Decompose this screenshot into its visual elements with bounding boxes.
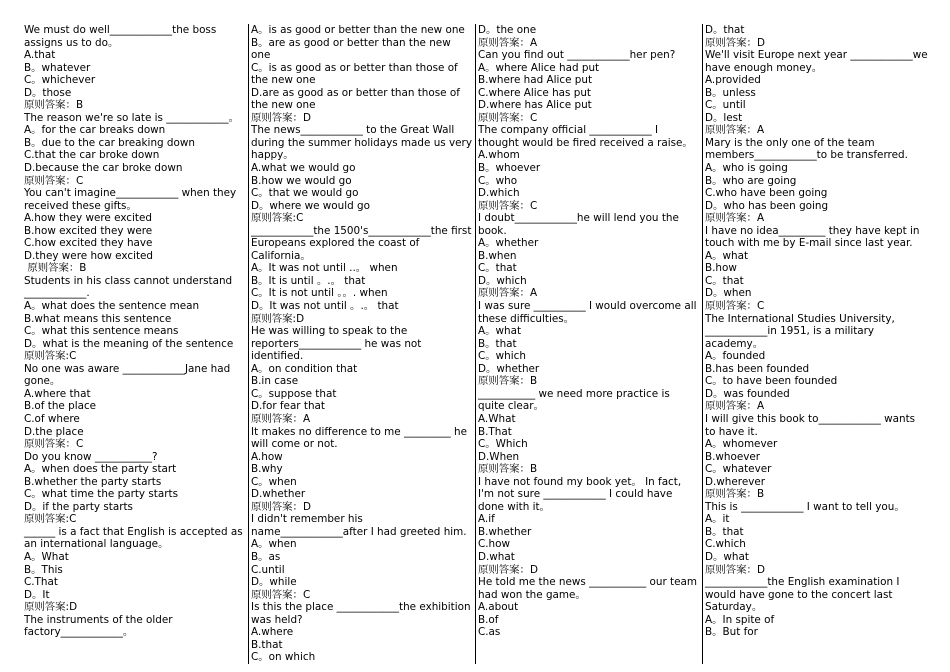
answer-line: 原则答案：A <box>705 124 765 137</box>
text-line: B。But for <box>705 626 758 639</box>
text-line: A。when does the party start <box>24 463 177 476</box>
text-line: A。whether <box>478 237 539 250</box>
text-line: B.of the place <box>24 400 97 413</box>
text-line: C。whichever <box>24 74 96 87</box>
text-line: D。which <box>478 274 527 287</box>
text-line: D.where has Alice put <box>478 99 592 112</box>
text-line: I have not found my book yet。 In fact, I'm not sure ____________ I could have done with it。 <box>478 475 685 513</box>
text-line: C。which <box>478 350 526 363</box>
text-line: Do you know ___________? <box>24 450 158 463</box>
text-line: I was sure __________ I would overcome all these difficulties。 <box>478 300 700 325</box>
text-line: A。founded <box>705 350 766 363</box>
text-line: C.which <box>705 538 746 551</box>
text-line: A。who is going <box>705 162 788 175</box>
answer-line: 原则答案：D <box>705 36 765 49</box>
text-line: C。Which <box>478 438 528 451</box>
answer-line: 原则答案：B <box>478 375 538 388</box>
text-line: C.that the car broke down <box>24 149 160 162</box>
text-line: A.What <box>478 412 516 425</box>
answer-line: 原则答案：A <box>705 212 765 225</box>
text-line: C。what this sentence means <box>24 325 179 338</box>
text-line: A。when <box>251 538 297 551</box>
text-line: D.for fear that <box>251 400 325 413</box>
text-line: A。where Alice had put <box>478 61 600 74</box>
text-line: B。whoever <box>478 162 541 175</box>
text-line: B。It is until 。.。 that <box>251 274 366 287</box>
text-line: Can you find out ____________her pen? <box>478 49 676 62</box>
text-line: A。what <box>705 249 749 262</box>
text-line: C.how <box>478 538 510 551</box>
answer-line: 原则答案：B <box>24 262 87 275</box>
answer-line: 原则答案：D <box>251 111 311 124</box>
text-line: D。where we would go <box>251 199 370 212</box>
column-divider <box>475 24 476 664</box>
answer-line: 原则答案：D <box>251 500 311 513</box>
text-line: D.wherever <box>705 475 766 488</box>
text-line: B.how <box>705 262 737 275</box>
text-column-2 <box>251 24 476 664</box>
text-line: D。It was not until 。.。 that <box>251 300 399 313</box>
text-line: C.as <box>478 626 501 639</box>
answer-line: 原则答案：A <box>478 36 538 49</box>
text-line: C。on which <box>251 651 316 664</box>
text-line: C.That <box>24 576 58 589</box>
text-line: D.they were how excited <box>24 249 154 262</box>
answer-line: 原则答案:C <box>251 212 304 225</box>
text-line: A.where <box>251 626 294 639</box>
answer-line: 原则答案：A <box>478 287 538 300</box>
answer-line: 原则答案：B <box>705 488 765 501</box>
answer-line: 原则答案：C <box>251 588 311 601</box>
text-line: C。whatever <box>705 463 772 476</box>
text-line: ______ is a fact that English is accepted as an international language。 <box>24 525 246 551</box>
text-line: No one was aware ____________Jane had gone。 <box>24 362 234 388</box>
text-line: C。when <box>251 475 297 488</box>
text-line: D.the place <box>24 425 84 438</box>
answer-line: 原则答案：C <box>478 111 538 124</box>
text-line: B。This <box>24 563 63 576</box>
text-line: The news____________ to the Great Wall during the summer holidays made us very happy。 <box>251 124 476 162</box>
text-line: I doubt____________he will lend you the book. <box>478 212 683 237</box>
answer-line: 原则答案:D <box>24 601 78 614</box>
text-line: Students in his class cannot understand ____________. <box>24 274 236 300</box>
text-line: A。In spite of <box>705 613 775 626</box>
text-line: A.whom <box>478 149 520 162</box>
text-line: A。for the car breaks down <box>24 124 166 137</box>
text-line: A。it <box>705 513 730 526</box>
text-line: I have no idea_________ they have kept in touch with me by E-mail since last year. <box>705 224 923 250</box>
text-line: C.how excited they have <box>24 237 153 250</box>
text-line: C。that <box>478 262 517 275</box>
answer-line: 原则答案：D <box>705 563 765 576</box>
text-line: A。what <box>478 325 522 338</box>
text-line: The instruments of the older factory____________。 <box>24 613 176 639</box>
text-line: We must do well____________the boss assigns us to do。 <box>24 24 220 49</box>
text-line: C。that <box>705 274 744 287</box>
text-line: D。those <box>24 86 72 99</box>
answer-line: 原则答案：C <box>478 199 538 212</box>
answer-line: 原则答案:C <box>24 513 77 526</box>
text-line: C。until <box>705 99 746 112</box>
text-line: I didn't remember his name____________after I had greeted him. <box>251 513 467 538</box>
text-line: C.who have been going <box>705 187 828 200</box>
column-divider <box>248 24 249 664</box>
text-line: A。It was not until ..。 when <box>251 262 398 275</box>
text-line: We'll visit Europe next year ____________we have enough money。 <box>705 49 931 74</box>
text-line: D。that <box>705 24 745 36</box>
text-line: ___________ we need more practice is quite clear。 <box>478 387 674 413</box>
text-line: D。if the party starts <box>24 500 133 513</box>
text-line: B.where had Alice put <box>478 74 593 87</box>
text-line: B.what means this sentence <box>24 312 172 325</box>
text-line: D.are as good as or better than those of the new one <box>251 86 464 112</box>
answer-line: 原则答案：C <box>24 438 84 451</box>
text-line: B。who are going <box>705 174 797 187</box>
text-line: B.whoever <box>705 450 761 463</box>
text-line: This is ____________ I want to tell you。 <box>705 500 905 513</box>
text-line: D。It <box>24 588 50 601</box>
text-line: C。to have been founded <box>705 375 838 388</box>
text-line: D。what is the meaning of the sentence <box>24 337 234 350</box>
text-line: B.of <box>478 613 499 626</box>
text-line: The International Studies University, ____________in 1951, is a military academy。 <box>705 312 899 350</box>
text-line: A.about <box>478 601 519 614</box>
text-line: ____________the English examination I would have gone to the concert last Saturday。 <box>705 576 903 614</box>
text-line: A.if <box>478 513 495 526</box>
answer-line: 原则答案：D <box>478 563 538 576</box>
text-line: B.whether the party starts <box>24 475 162 488</box>
text-line: B.how we would go <box>251 174 352 187</box>
text-line: D.because the car broke down <box>24 162 183 175</box>
text-line: He was willing to speak to the reporters____________ he was not identified. <box>251 325 425 363</box>
column-divider <box>702 24 703 664</box>
answer-line: 原则答案：C <box>705 300 765 313</box>
text-line: B。unless <box>705 86 756 99</box>
text-line: C。who <box>478 174 518 187</box>
text-line: A。what does the sentence mean <box>24 300 200 313</box>
text-line: B。that <box>478 337 517 350</box>
text-line: D。was founded <box>705 387 790 400</box>
text-line: B。are as good or better than the new one <box>251 36 455 62</box>
text-line: D.When <box>478 450 520 463</box>
text-line: B.whether <box>478 525 532 538</box>
text-line: C。is as good as or better than those of the new one <box>251 61 462 87</box>
text-line: D。when <box>705 287 752 300</box>
text-line: D。who has been going <box>705 199 829 212</box>
text-line: A.provided <box>705 74 761 87</box>
text-line: B.how excited they were <box>24 224 153 237</box>
text-line: C。suppose that <box>251 387 337 400</box>
text-column-3 <box>478 24 699 664</box>
text-line: Mary is the only one of the team members____________to be transferred. <box>705 136 908 162</box>
text-line: D。the one <box>478 24 537 36</box>
text-line: D。whether <box>478 362 540 375</box>
answer-line: 原则答案:D <box>251 312 305 325</box>
text-line: The reason we're so late is ____________。 <box>24 111 240 124</box>
text-line: Is this the place ____________the exhibition was held? <box>251 601 474 626</box>
text-line: B.has been founded <box>705 362 810 375</box>
text-line: D.whether <box>251 488 306 501</box>
text-line: You can't imagine____________ when they received these gifts。 <box>24 187 240 212</box>
text-line: C。It is not until 。。. when <box>251 287 388 300</box>
text-line: C.of where <box>24 412 80 425</box>
answer-line: 原则答案：B <box>478 463 538 476</box>
answer-line: 原则答案：A <box>705 400 765 413</box>
text-line: A.where that <box>24 387 91 400</box>
text-line: C.until <box>251 563 285 576</box>
text-line: C.where Alice has put <box>478 86 591 99</box>
text-line: D。what <box>705 550 749 563</box>
text-line: B.That <box>478 425 512 438</box>
text-line: D.what <box>478 550 515 563</box>
text-line: D。lest <box>705 111 743 124</box>
text-line: A。whomever <box>705 438 778 451</box>
text-line: The company official ____________ I thought would be fired received a raise。 <box>478 124 693 149</box>
text-column-1 <box>24 24 246 664</box>
answer-line: 原则答案:C <box>24 350 77 363</box>
text-line: A.that <box>24 49 56 62</box>
text-line: B.why <box>251 463 283 476</box>
text-line: B。as <box>251 550 281 563</box>
text-line: He told me the news ___________ our team had won the game。 <box>478 576 701 601</box>
text-line: A。What <box>24 550 69 563</box>
text-line: D.which <box>478 187 520 200</box>
answer-line: 原则答案：C <box>24 174 84 187</box>
text-line: B。due to the car breaking down <box>24 136 195 149</box>
text-line: B。whatever <box>24 61 91 74</box>
text-line: A。on condition that <box>251 362 358 375</box>
text-line: ____________the 1500's____________the first Europeans explored the coast of California。 <box>251 224 475 262</box>
text-column-4 <box>705 24 931 664</box>
text-line: B.in case <box>251 375 299 388</box>
text-line: It makes no difference to me _________ he will come or not. <box>251 425 471 451</box>
text-line: A.what we would go <box>251 162 356 175</box>
answer-line: 原则答案：B <box>24 99 84 112</box>
text-line: I will give this book to____________ wants to have it. <box>705 412 919 438</box>
text-line: B.that <box>251 638 283 651</box>
text-line: A.how <box>251 450 283 463</box>
text-line: B。that <box>705 525 744 538</box>
text-line: B.when <box>478 249 517 262</box>
text-line: C。what time the party starts <box>24 488 178 501</box>
text-line: D。while <box>251 576 297 589</box>
answer-line: 原则答案：A <box>251 412 311 425</box>
text-line: A。is as good or better than the new one <box>251 24 465 36</box>
text-line: A.how they were excited <box>24 212 152 225</box>
text-line: C。that we would go <box>251 187 359 200</box>
